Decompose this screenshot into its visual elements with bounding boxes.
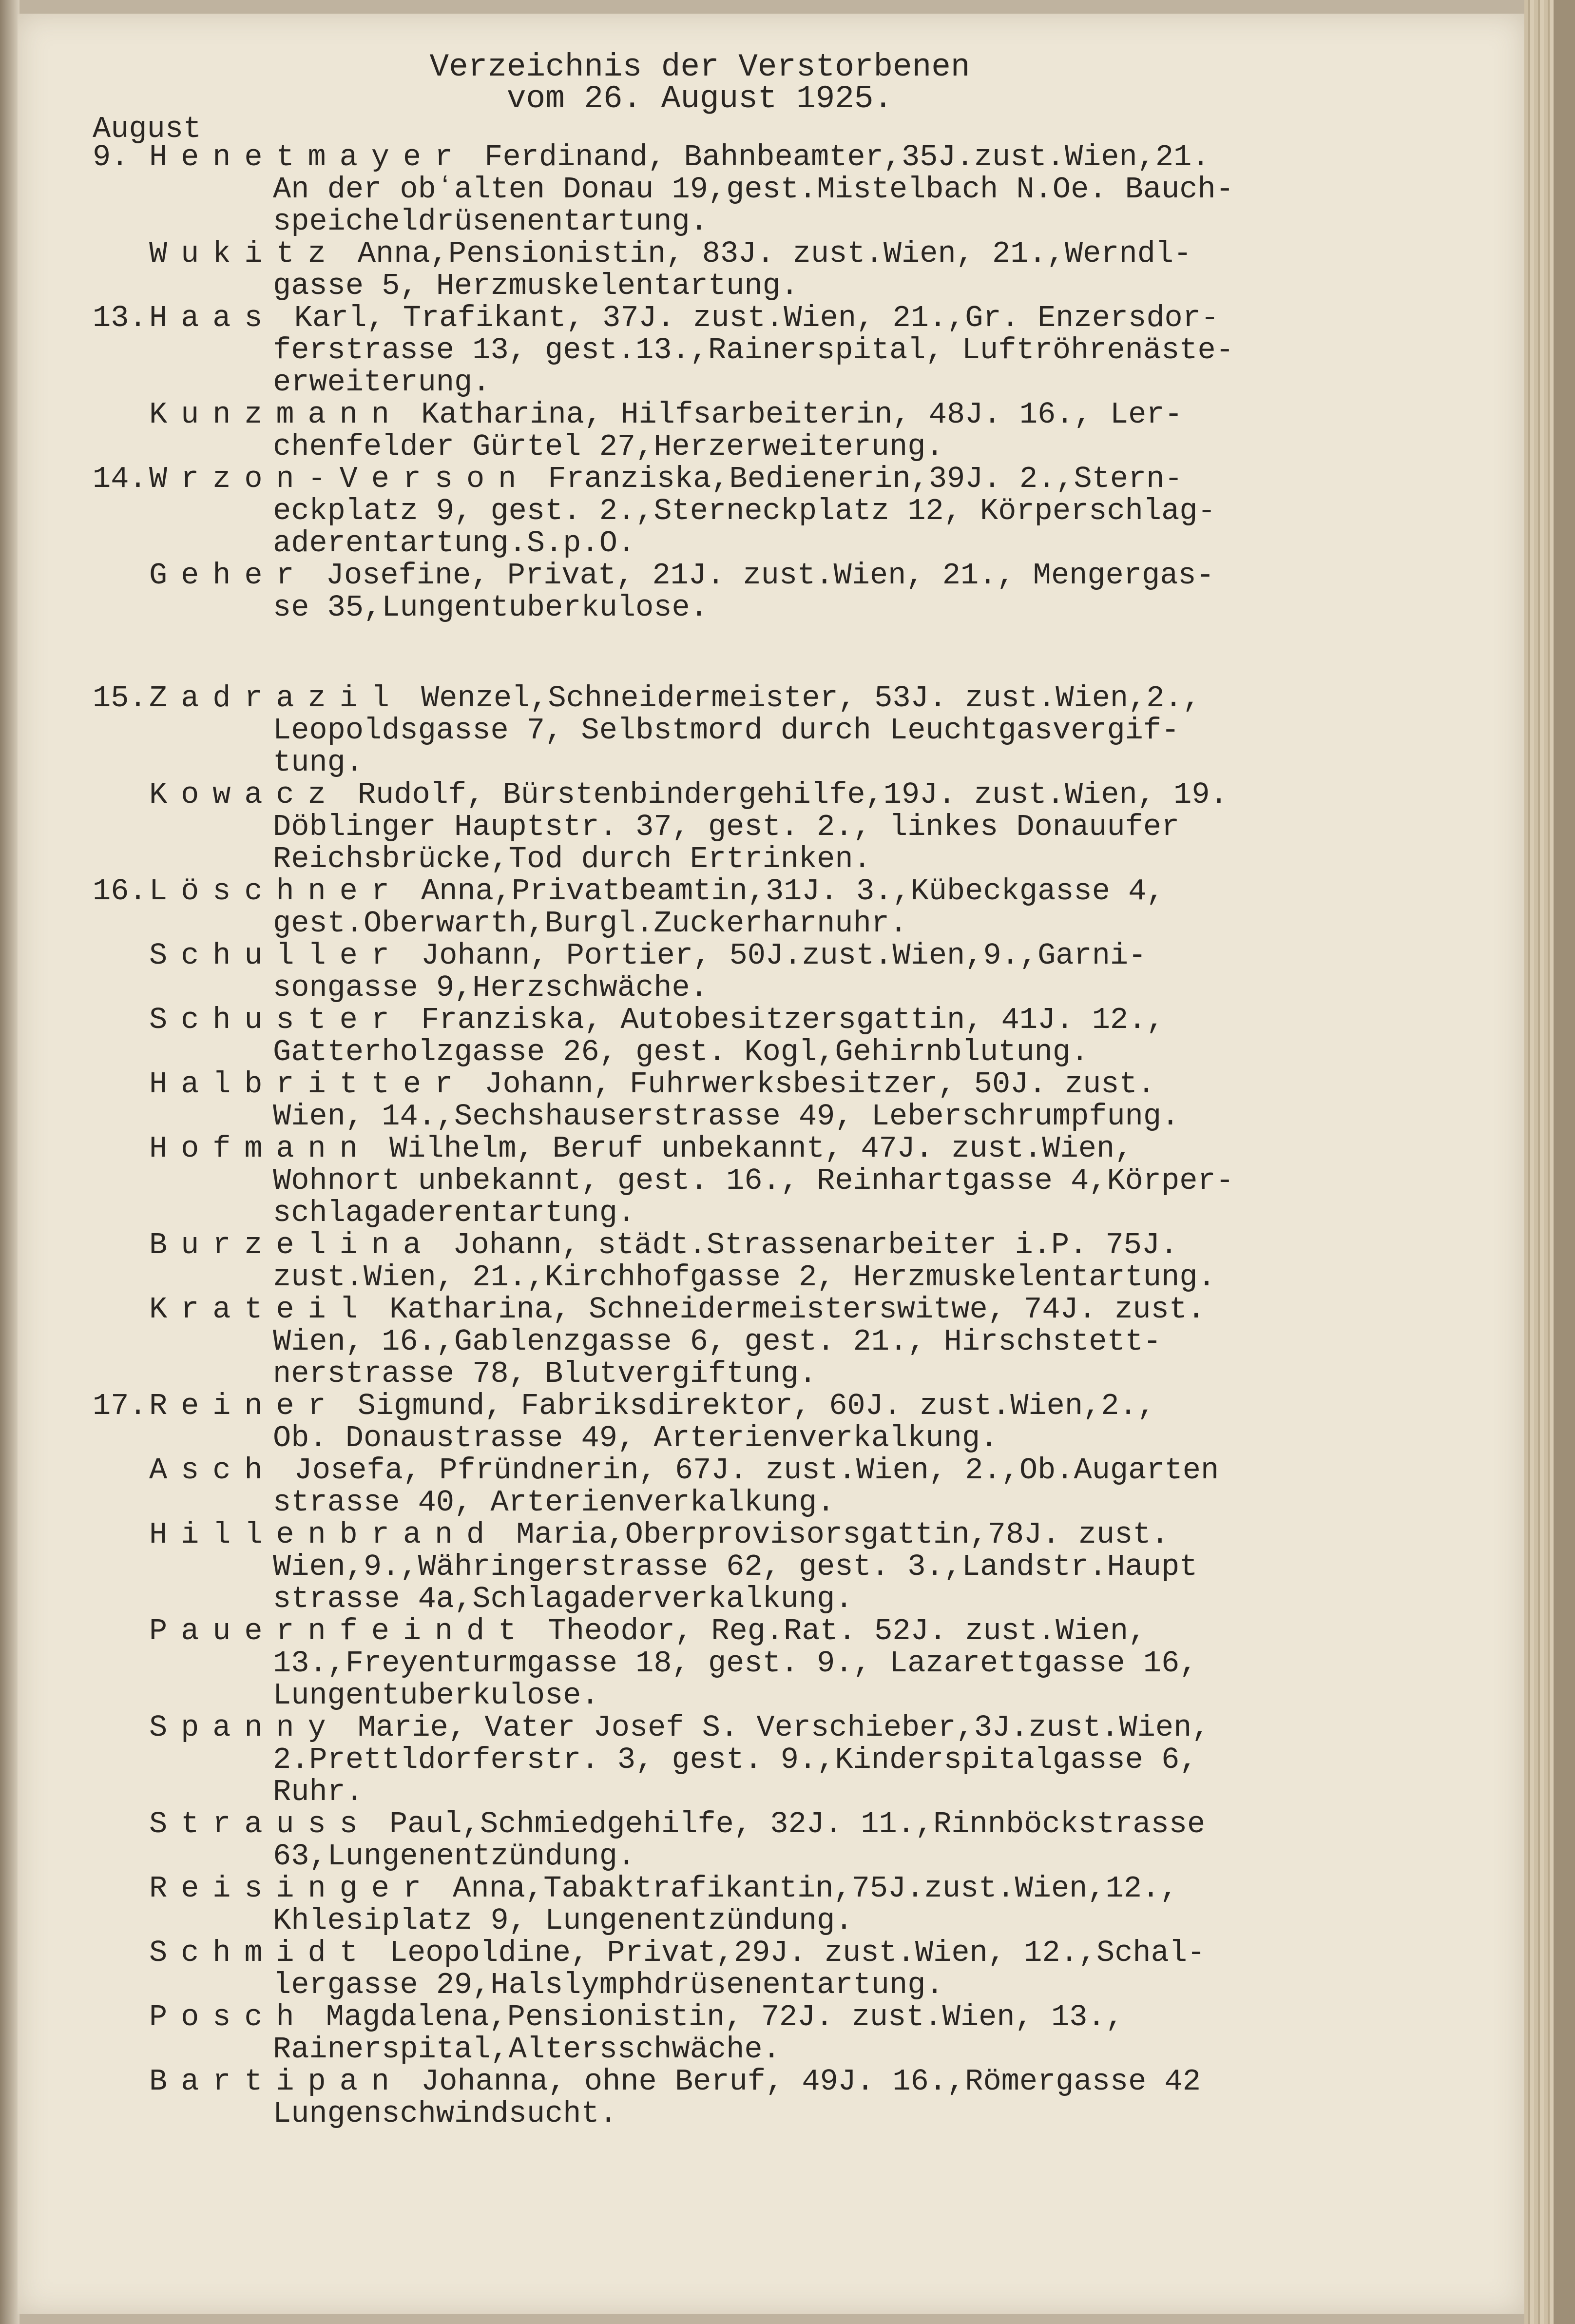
- entry-continuation-line: strasse 40, Arterienverkalkung.: [273, 1485, 835, 1520]
- entry-continuation-line: nerstrasse 78, Blutvergiftung.: [273, 1356, 817, 1391]
- entry-surname: Schuller: [149, 938, 403, 973]
- entry-surname: Kunzmann: [149, 397, 403, 432]
- entry-first-line: [93, 1519, 1399, 1551]
- entry-surname: Zadrazil: [149, 681, 403, 716]
- entry-continuation-line: Wien, 16.,Gablenzgasse 6, gest. 21., Hirschstett-: [273, 1324, 1162, 1359]
- register-entry: [93, 1004, 1399, 1068]
- entry-details: Josefa, Pfründnerin, 67J. zust.Wien, 2.,Ob.Augarten: [276, 1453, 1219, 1488]
- entry-details: Wenzel,Schneidermeister, 53J. zust.Wien,2.,: [403, 681, 1201, 716]
- entry-details: Leopoldine, Privat,29J. zust.Wien, 12.,Schal-: [371, 1936, 1206, 1970]
- entry-surname: Henetmayer: [149, 140, 467, 174]
- entry-continuation-line: zust.Wien, 21.,Kirchhofgasse 2, Herzmuskelentartung.: [273, 1260, 1216, 1295]
- entry-details: Franziska,Bedienerin,39J. 2.,Stern-: [530, 462, 1183, 496]
- entry-first-line: [93, 1454, 1399, 1487]
- entry-first-line: [93, 2066, 1399, 2098]
- register-entry: [93, 1937, 1399, 2001]
- entry-details: Johann, städt.Strassenarbeiter i.P. 75J.: [434, 1228, 1178, 1262]
- entry-details: Wilhelm, Beruf unbekannt, 47J. zust.Wien,: [371, 1131, 1133, 1166]
- entry-surname: Kowacz: [149, 777, 340, 812]
- register-entry: [93, 238, 1399, 302]
- entry-continuation-line: ferstrasse 13, gest.13.,Rainerspital, Luftröhrenäste-: [273, 333, 1234, 368]
- entry-continuation-line: Khlesiplatz 9, Lungenentzündung.: [273, 1903, 853, 1938]
- register-entry: [93, 1519, 1399, 1615]
- entry-continuation-line: Ob. Donaustrasse 49, Arterienverkalkung.: [273, 1421, 999, 1455]
- entry-details: Katharina, Schneidermeisterswitwe, 74J. zust.: [371, 1292, 1206, 1327]
- entry-continuation-line: gasse 5, Herzmuskelentartung.: [273, 269, 799, 303]
- page-title: Verzeichnis der Verstorbenen: [429, 49, 970, 85]
- entry-continuation-line: chenfelder Gürtel 27,Herzerweiterung.: [273, 429, 944, 464]
- entry-continuation-line: Ruhr.: [273, 1775, 364, 1809]
- entry-surname: Bartipan: [149, 2064, 403, 2099]
- entry-surname: Halbritter: [149, 1067, 467, 1102]
- entry-surname: Wrzon-Verson: [149, 462, 530, 496]
- entry-surname: Posch: [149, 2000, 308, 2034]
- register-entry: [93, 141, 1399, 238]
- entry-surname: Pauernfeindt: [149, 1614, 530, 1648]
- entry-details: Marie, Vater Josef S. Verschieber,3J.zust.Wien,: [339, 1710, 1210, 1745]
- entry-continuation-line: Leopoldsgasse 7, Selbstmord durch Leuchtgasvergif-: [273, 713, 1180, 748]
- entry-continuation-line: 63,Lungenentzündung.: [273, 1839, 636, 1874]
- entry-surname: Geher: [149, 558, 308, 593]
- entry-continuation-line: songasse 9,Herzschwäche.: [273, 970, 708, 1005]
- entry-first-line: [93, 1937, 1399, 1969]
- month-label: August: [93, 112, 202, 146]
- register-entry: [93, 560, 1399, 624]
- page-subtitle: vom 26. August 1925.: [506, 80, 893, 117]
- entry-surname: Hillenbrand: [149, 1517, 499, 1552]
- entry-continuation-line: erweiterung.: [273, 365, 491, 400]
- entry-continuation-line: se 35,Lungentuberkulose.: [273, 590, 708, 625]
- entry-surname: Schmidt: [149, 1936, 371, 1970]
- entry-surname: Strauss: [149, 1807, 371, 1841]
- register-entry: [93, 1133, 1399, 1229]
- register-entry: [93, 682, 1399, 779]
- entry-continuation-line: Wohnort unbekannt, gest. 16., Reinhartgasse 4,Körper-: [273, 1163, 1234, 1198]
- register-entry: [93, 1712, 1399, 1808]
- entry-day: 13.: [93, 301, 147, 335]
- entry-day: 17.: [93, 1389, 147, 1423]
- entry-continuation-line: Lungentuberkulose.: [273, 1678, 599, 1713]
- entry-day: 14.: [93, 462, 147, 496]
- entry-continuation-line: strasse 4a,Schlagaderverkalkung.: [273, 1582, 853, 1616]
- entry-first-line: [93, 1712, 1399, 1744]
- entry-day: 15.: [93, 681, 147, 716]
- entry-continuation-line: Reichsbrücke,Tod durch Ertrinken.: [273, 842, 871, 876]
- entry-details: Anna,Pensionistin, 83J. zust.Wien, 21.,Werndl-: [339, 236, 1192, 271]
- register-entry: [93, 1873, 1399, 1937]
- entry-continuation-line: Rainerspital,Altersschwäche.: [273, 2032, 781, 2067]
- entry-continuation-line: An der obʻalten Donau 19,gest.Mistelbach N.Oe. Bauch-: [273, 172, 1234, 207]
- register-entry: [93, 463, 1399, 560]
- entry-continuation-line: Wien, 14.,Sechshauserstrasse 49, Leberschrumpfung.: [273, 1099, 1180, 1134]
- entry-details: Rudolf, Bürstenbindergehilfe,19J. zust.Wien, 19.: [339, 777, 1228, 812]
- entry-continuation-line: speicheldrüsenentartung.: [273, 204, 708, 239]
- register-entry: [93, 2066, 1399, 2130]
- register-entry: [93, 779, 1399, 875]
- entry-surname: Hofmann: [149, 1131, 371, 1166]
- entry-continuation-line: schlagaderentartung.: [273, 1196, 636, 1230]
- entry-first-line: [93, 1133, 1399, 1165]
- entry-surname: Reiner: [149, 1389, 340, 1423]
- entry-first-line: [93, 1808, 1399, 1840]
- register-entry: [93, 940, 1399, 1004]
- entry-first-line: [93, 1873, 1399, 1905]
- entry-continuation-line: lergasse 29,Halslymphdrüsenentartung.: [273, 1968, 944, 2002]
- entry-continuation-line: 2.Prettldorferstr. 3, gest. 9.,Kinderspitalgasse 6,: [273, 1743, 1198, 1777]
- entry-first-line: [93, 141, 1399, 174]
- register-entry: [93, 1454, 1399, 1519]
- entry-details: Theodor, Reg.Rat. 52J. zust.Wien,: [530, 1614, 1147, 1648]
- entry-details: Johann, Portier, 50J.zust.Wien,9.,Garni-: [403, 938, 1147, 973]
- entry-first-line: [93, 779, 1399, 811]
- entry-surname: Asch: [149, 1453, 276, 1488]
- register-entry: [93, 1294, 1399, 1390]
- entry-first-line: [93, 1390, 1399, 1422]
- entry-details: Johann, Fuhrwerksbesitzer, 50J. zust.: [466, 1067, 1155, 1102]
- entry-surname: Reisinger: [149, 1871, 435, 1906]
- entry-first-line: [93, 560, 1399, 592]
- entry-details: Karl, Trafikant, 37J. zust.Wien, 21.,Gr. Enzersdor-: [276, 301, 1219, 335]
- entry-surname: Burzelina: [149, 1228, 435, 1262]
- entry-first-line: [93, 238, 1399, 270]
- entry-continuation-line: tung.: [273, 745, 364, 780]
- entry-first-line: [93, 1068, 1399, 1101]
- entry-details: Anna,Tabaktrafikantin,75J.zust.Wien,12.,: [434, 1871, 1178, 1906]
- entry-day: 16.: [93, 874, 147, 909]
- entry-first-line: [93, 399, 1399, 431]
- entry-surname: Krateil: [149, 1292, 371, 1327]
- entry-first-line: [93, 463, 1399, 495]
- register-entry: [93, 1390, 1399, 1454]
- entry-details: Sigmund, Fabriksdirektor, 60J. zust.Wien,2.,: [339, 1389, 1155, 1423]
- entry-continuation-line: Wien,9.,Währingerstrasse 62, gest. 3.,Landstr.Haupt: [273, 1549, 1198, 1584]
- entry-details: Anna,Privatbeamtin,31J. 3.,Kübeckgasse 4,: [403, 874, 1165, 909]
- entry-details: Magdalena,Pensionistin, 72J. zust.Wien, 13.,: [307, 2000, 1124, 2034]
- entry-details: Josefine, Privat, 21J. zust.Wien, 21., Mengergas-: [307, 558, 1214, 593]
- entry-continuation-line: Lungenschwindsucht.: [273, 2096, 617, 2131]
- entry-details: Paul,Schmiedgehilfe, 32J. 11.,Rinnböckstrasse: [371, 1807, 1206, 1841]
- entry-first-line: [93, 1615, 1399, 1647]
- entry-continuation-line: Gatterholzgasse 26, gest. Kogl,Gehirnblutung.: [273, 1035, 1089, 1069]
- register-entry: [93, 2001, 1399, 2066]
- entry-day: 9.: [93, 140, 129, 174]
- entry-first-line: [93, 940, 1399, 972]
- entry-surname: Schuster: [149, 1003, 403, 1037]
- entry-details: Ferdinand, Bahnbeamter,35J.zust.Wien,21.: [466, 140, 1210, 174]
- entry-first-line: [93, 302, 1399, 334]
- entry-details: Johanna, ohne Beruf, 49J. 16.,Römergasse 42: [403, 2064, 1201, 2099]
- register-entry: [93, 1615, 1399, 1712]
- entry-details: Katharina, Hilfsarbeiterin, 48J. 16., Ler-: [403, 397, 1183, 432]
- entry-continuation-line: 13.,Freyenturmgasse 18, gest. 9., Lazarettgasse 16,: [273, 1646, 1198, 1681]
- register-entry: [93, 875, 1399, 940]
- entry-first-line: [93, 682, 1399, 715]
- entry-first-line: [93, 2001, 1399, 2034]
- register-entry: [93, 302, 1399, 399]
- register-entry: [93, 1808, 1399, 1873]
- entry-first-line: [93, 1004, 1399, 1036]
- register-entry: [93, 1229, 1399, 1294]
- entry-first-line: [93, 1294, 1399, 1326]
- entry-details: Maria,Oberprovisorsgattin,78J. zust.: [498, 1517, 1169, 1552]
- register-entry: [93, 1068, 1399, 1133]
- entry-first-line: [93, 1229, 1399, 1261]
- entry-first-line: [93, 875, 1399, 908]
- entry-continuation-line: eckplatz 9, gest. 2.,Sterneckplatz 12, Körperschlag-: [273, 494, 1216, 528]
- entry-continuation-line: Döblinger Hauptstr. 37, gest. 2., linkes Donauufer: [273, 810, 1180, 844]
- entry-continuation-line: gest.Oberwarth,Burgl.Zuckerharnuhr.: [273, 906, 908, 941]
- entry-surname: Haas: [149, 301, 276, 335]
- register-entry: [93, 399, 1399, 463]
- entry-surname: Wukitz: [149, 236, 340, 271]
- entry-continuation-line: aderentartung.S.p.O.: [273, 526, 636, 561]
- entry-details: Franziska, Autobesitzersgattin, 41J. 12.,: [403, 1003, 1165, 1037]
- entry-surname: Spanny: [149, 1710, 340, 1745]
- entry-surname: Löschner: [149, 874, 403, 909]
